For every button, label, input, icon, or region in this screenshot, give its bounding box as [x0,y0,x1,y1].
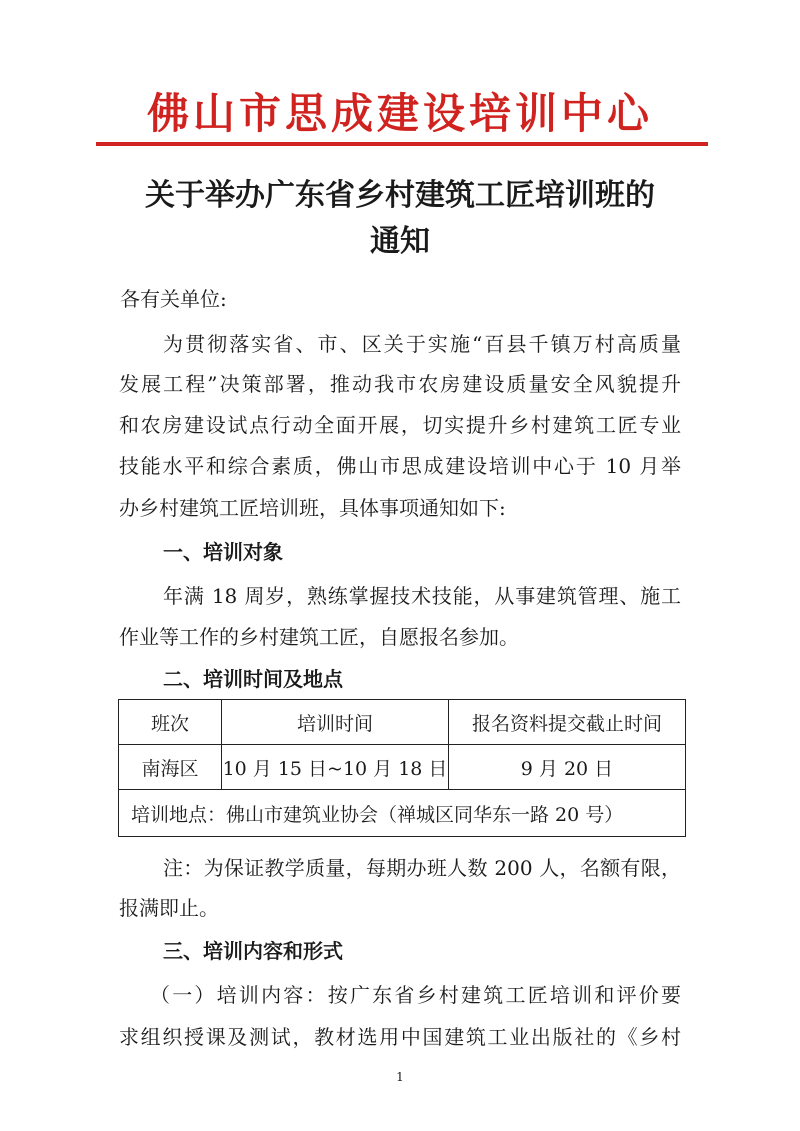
section-1-line: 作业等工作的乡村建筑工匠，自愿报名参加。 [119,625,519,649]
header-red-rule [96,142,708,146]
organization-header: 佛山市思成建设培训中心 [146,89,653,138]
salutation: 各有关单位: [120,287,227,311]
note-line: 注：为保证教学质量，每期办班人数 200 人，名额有限， [163,856,681,880]
section-3-line: （一）培训内容：按广东省乡村建筑工匠培训和评价要 [150,983,681,1007]
table-cell: 9 月 20 日 [449,745,686,790]
section-3-line: 求组织授课及测试，教材选用中国建筑工业出版社的《乡村 [119,1025,681,1049]
section-3-heading: 三、培训内容和形式 [163,939,343,963]
section-1-line: 年满 18 周岁，熟练掌握技术技能，从事建筑管理、施工 [163,584,681,608]
section-1-heading: 一、培训对象 [163,540,283,564]
table-header-cell: 报名资料提交截止时间 [449,700,686,745]
section-2-heading: 二、培训时间及地点 [163,667,343,691]
training-location: 培训地点：佛山市建筑业协会（禅城区同华东一路 20 号） [119,790,686,837]
schedule-table [118,699,686,837]
document-title-line-2: 通知 [370,224,430,259]
table-header-cell: 培训时间 [222,700,449,745]
document-title-line-1: 关于举办广东省乡村建筑工匠培训班的 [145,178,655,213]
table-cell: 10 月 15 日~10 月 18 日 [222,745,449,790]
table-header-cell: 班次 [119,700,222,745]
note-line: 报满即止。 [119,896,219,920]
intro-line: 技能水平和综合素质，佛山市思成建设培训中心于 10 月举 [119,454,681,478]
intro-line: 发展工程”决策部署，推动我市农房建设质量安全风貌提升 [119,372,681,396]
table-cell: 南海区 [119,745,222,790]
table-location-row [119,790,686,837]
intro-line: 为贯彻落实省、市、区关于实施“百县千镇万村高质量 [163,332,681,356]
intro-line: 办乡村建筑工匠培训班，具体事项通知如下: [119,496,506,520]
table-row [119,745,686,790]
table-header-row [119,700,686,745]
page-number: 1 [396,1070,404,1084]
intro-line: 和农房建设试点行动全面开展，切实提升乡村建筑工匠专业 [119,413,681,437]
